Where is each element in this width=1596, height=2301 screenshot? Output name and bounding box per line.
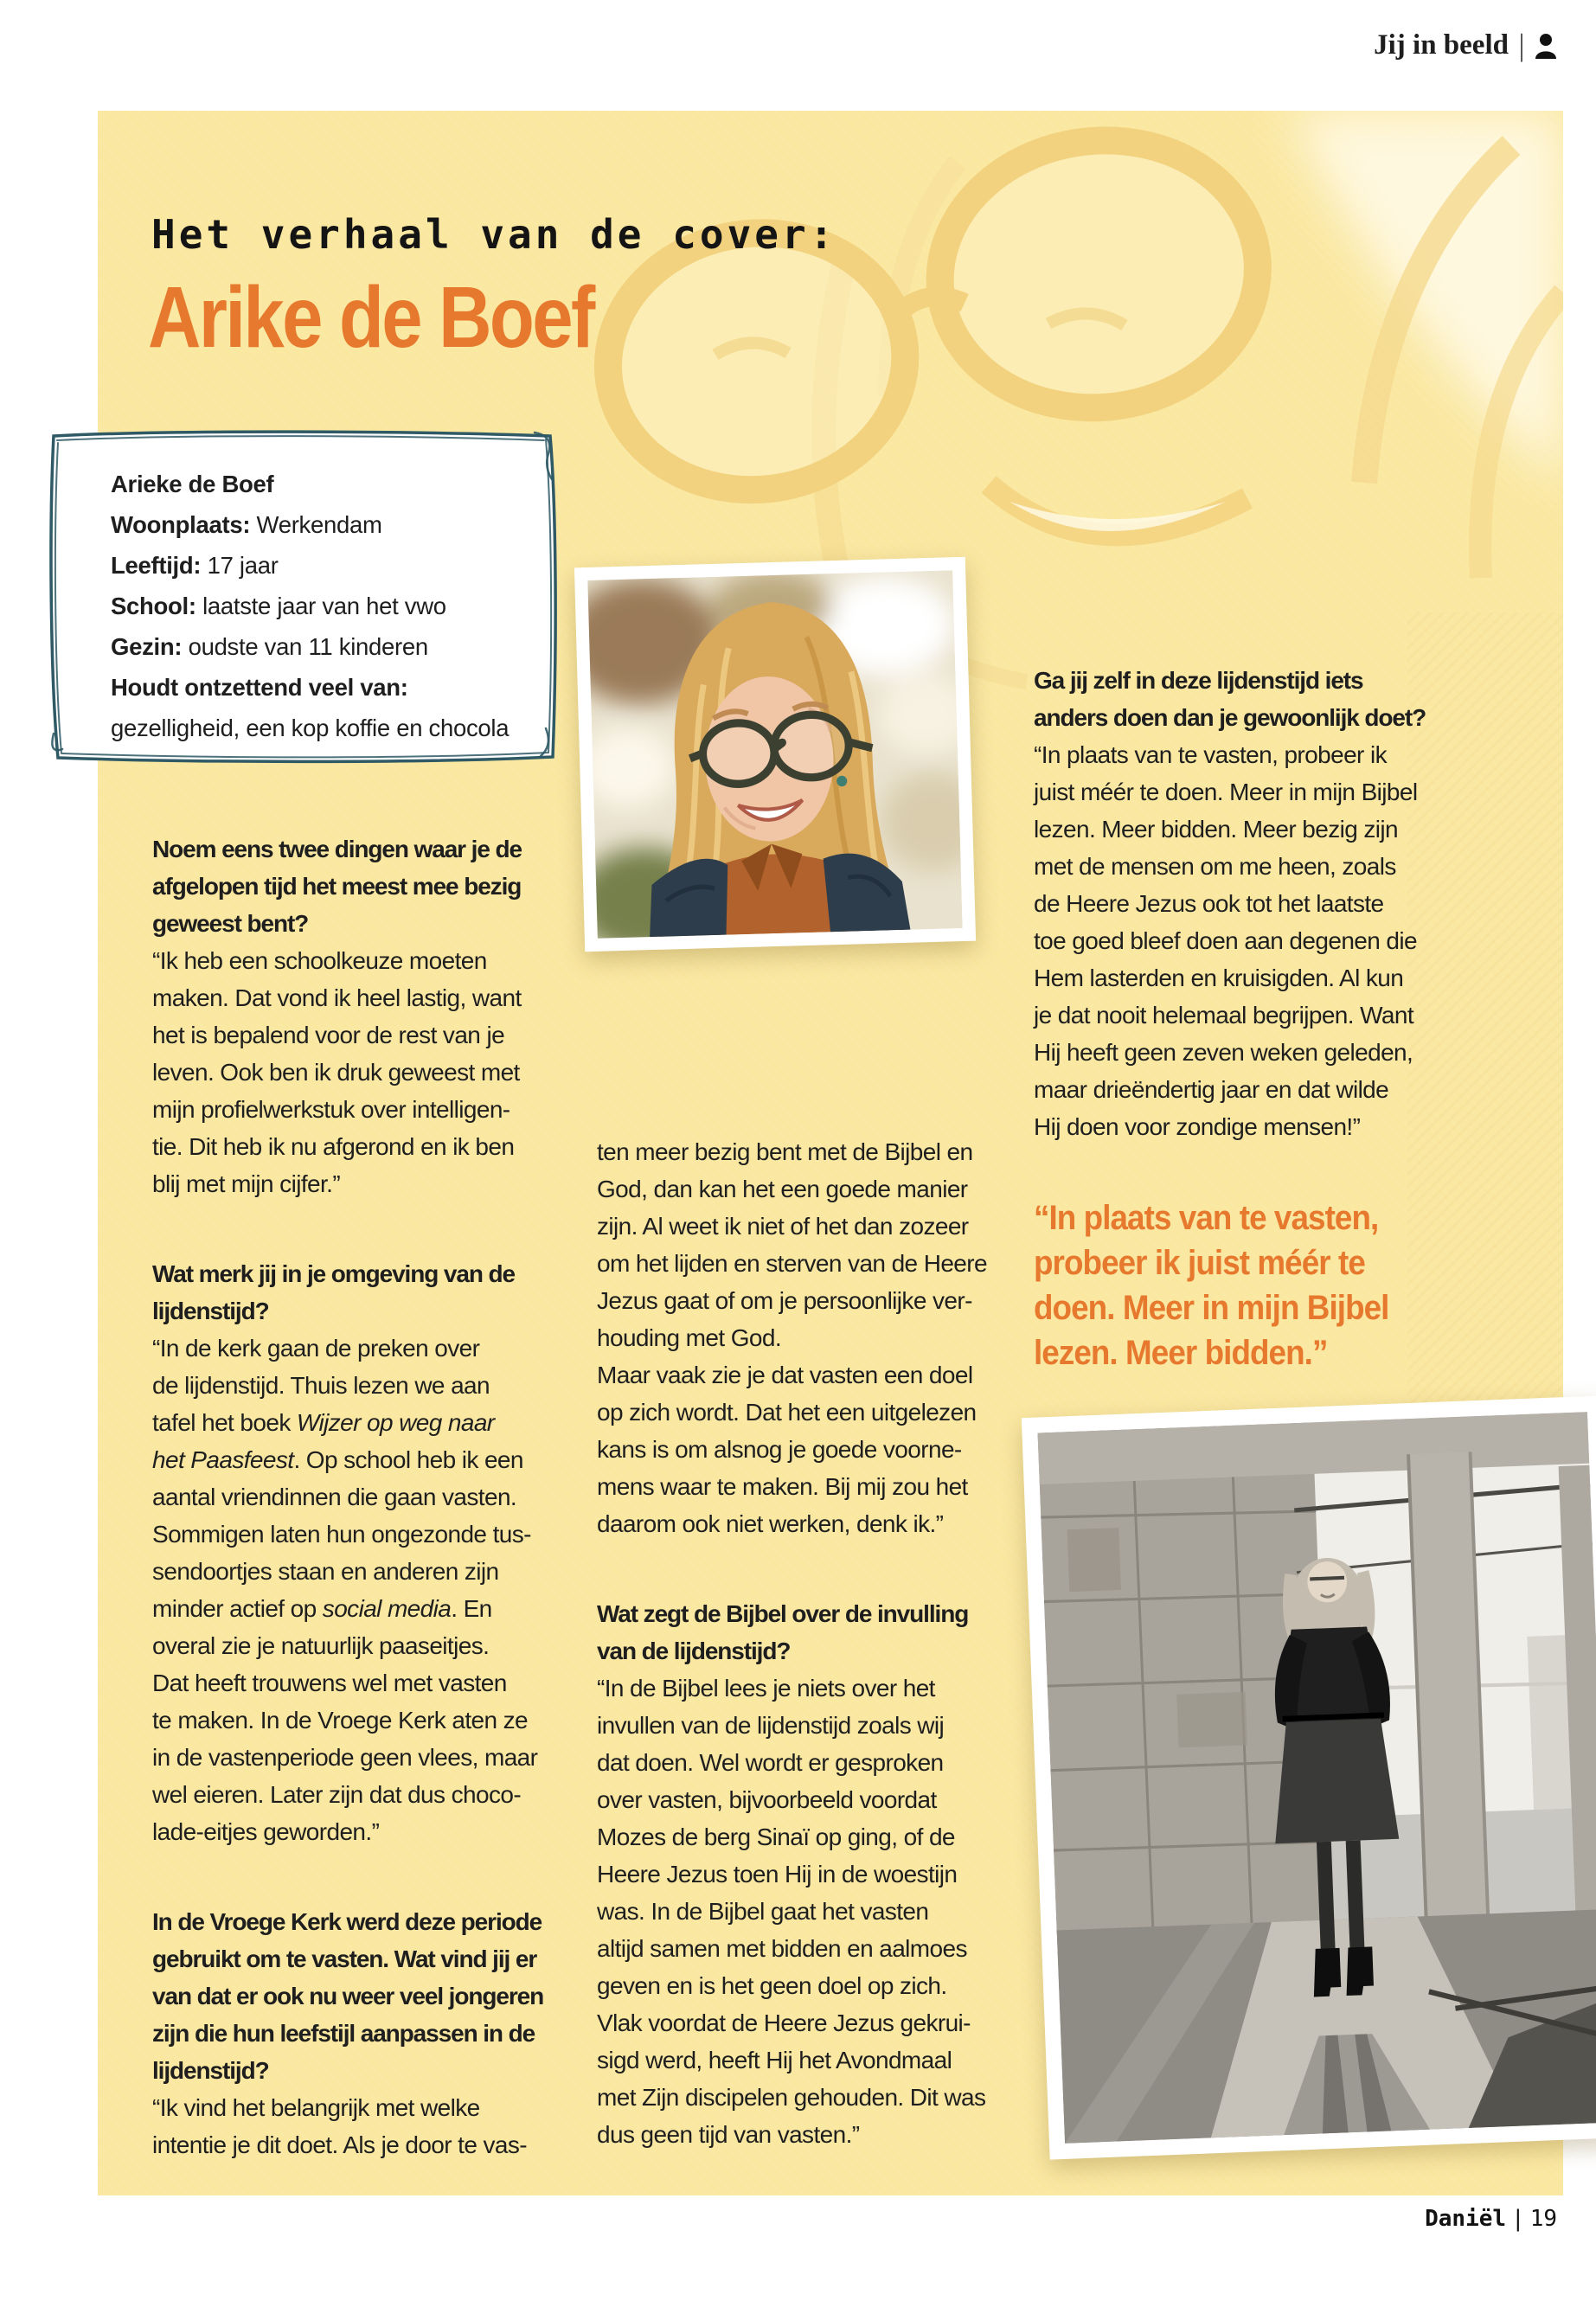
person-icon (1535, 33, 1557, 59)
interview-question: Ga jij zelf in deze lijdenstijd iets anders doen dan je gewoonlijk doet? (1034, 667, 1426, 731)
page-number: 19 (1529, 2206, 1557, 2232)
footer-separator: | (1511, 2206, 1525, 2232)
industrial-photo (1022, 1395, 1596, 2159)
interview-question: Noem eens twee dingen waar je de afgelopen tijd het meest mee bezig geweest bent? (152, 836, 522, 937)
kicker: Het verhaal van de cover: (151, 211, 837, 258)
paragraph: “Ik vind het belangrijk met welke intentie je dit doet. Als je door te vas- (152, 2094, 527, 2158)
paragraph: “Ik heb een schoolkeuze moeten maken. Dat vond ik heel lastig, want het is bepalend voor de rest van je leven. Ook ben ik druk geweest met mijn profielwerkstuk over intelligen- tie. Dit heb ik nu afgerond en ik ben blij met mijn cijfer.” (152, 947, 522, 1197)
column-left (152, 830, 559, 2163)
paragraph: ten meer bezig bent met de Bijbel en God, dan kan het een goede manier zijn. Al weet ik niet of het dan zozeer om het lijden en sterven van de Heere Jezus gaat of om je persoonlijke ver- houding met God. Maar vaak zie je dat vasten een doel op zich wordt. Dat het een uitgelezen kans is om alsnog je goede voorne- mens waar te maken. Bij mij zou het daarom ook niet werken, denk ik.” (597, 1138, 987, 1537)
interview-question: Wat zegt de Bijbel over de invulling van de lijdenstijd? (597, 1600, 969, 1664)
article-title: Arike de Boef (148, 269, 593, 366)
pull-quote: “In plaats van te vasten, probeer ik juist méér te doen. Meer in mijn Bijbel lezen. Meer bidden.” (1034, 1199, 1389, 1372)
page-footer (1425, 2206, 1557, 2232)
section-title: Jij in beeld (1374, 29, 1509, 61)
profile-content (111, 464, 509, 748)
profile-box (40, 424, 567, 770)
header-separator: | (1518, 28, 1524, 62)
paragraph: “In de kerk gaan de preken over de lijdenstijd. Thuis lezen we aan tafel het boek Wijzer op weg naar het Paasfeest. Op school heb ik een aantal vriendinnen die gaan vasten. Sommigen laten hun ongezonde tus- sendoortjes staan en anderen zijn minder actief op social media. En overal zie je natuurlijk paaseitjes. Dat heeft trouwens wel met vasten te maken. In de Vroege Kerk aten ze in de vastenperiode geen vlees, maar wel eieren. Later zijn dat dus choco- lade-eitjes geworden.” (152, 1335, 538, 1845)
page-header (1374, 29, 1557, 61)
interview-question: Wat merk jij in je omgeving van de lijdenstijd? (152, 1260, 516, 1324)
column-middle (597, 1133, 1003, 2153)
cover-portrait-photo (574, 557, 976, 952)
paragraph: “In de Bijbel lees je niets over het invullen van de lijdenstijd zoals wij dat doen. Wel wordt er gesproken over vasten, bijvoorbeeld voordat Mozes de berg Sinaï op ging, of de Heere Jezus toen Hij in de woestijn was. In de Bijbel gaat het vasten altijd samen met bidden en aalmoes geven en is het geen doel op zich. Vlak voordat de Heere Jezus gekrui- sigd werd, heeft Hij het Avondmaal met Zijn discipelen gehouden. Dit was dus geen tijd van vasten.” (597, 1675, 986, 2148)
paragraph: “In plaats van te vasten, probeer ik juist méér te doen. Meer in mijn Bijbel lezen. Meer bidden. Meer bezig zijn met de mensen om me heen, zoals de Heere Jezus ook tot het laatste toe goed bleef doen aan degenen die Hem lasterden en kruisigden. Al kun je dat nooit helemaal begrijpen. Want Hij heeft geen zeven weken geleden, maar drieëndertig jaar en dat wilde Hij doen voor zondige mensen!” (1034, 741, 1418, 1140)
interview-question: In de Vroege Kerk werd deze periode gebruikt om te vasten. Wat vind jij er van dat er ook nu weer veel jongeren zijn die hun leefstijl aanpassen in de lijdenstijd? (152, 1908, 544, 2084)
magazine-name: Daniël (1425, 2206, 1507, 2232)
paragraph: Arieke de Boef Woonplaats: Werkendam Leeftijd: 17 jaar School: laatste jaar van het vwo Gezin: oudste van 11 kinderen Houdt ontzettend veel van: gezelligheid, een kop koffie en chocola (111, 471, 510, 741)
column-right (1034, 662, 1453, 1375)
